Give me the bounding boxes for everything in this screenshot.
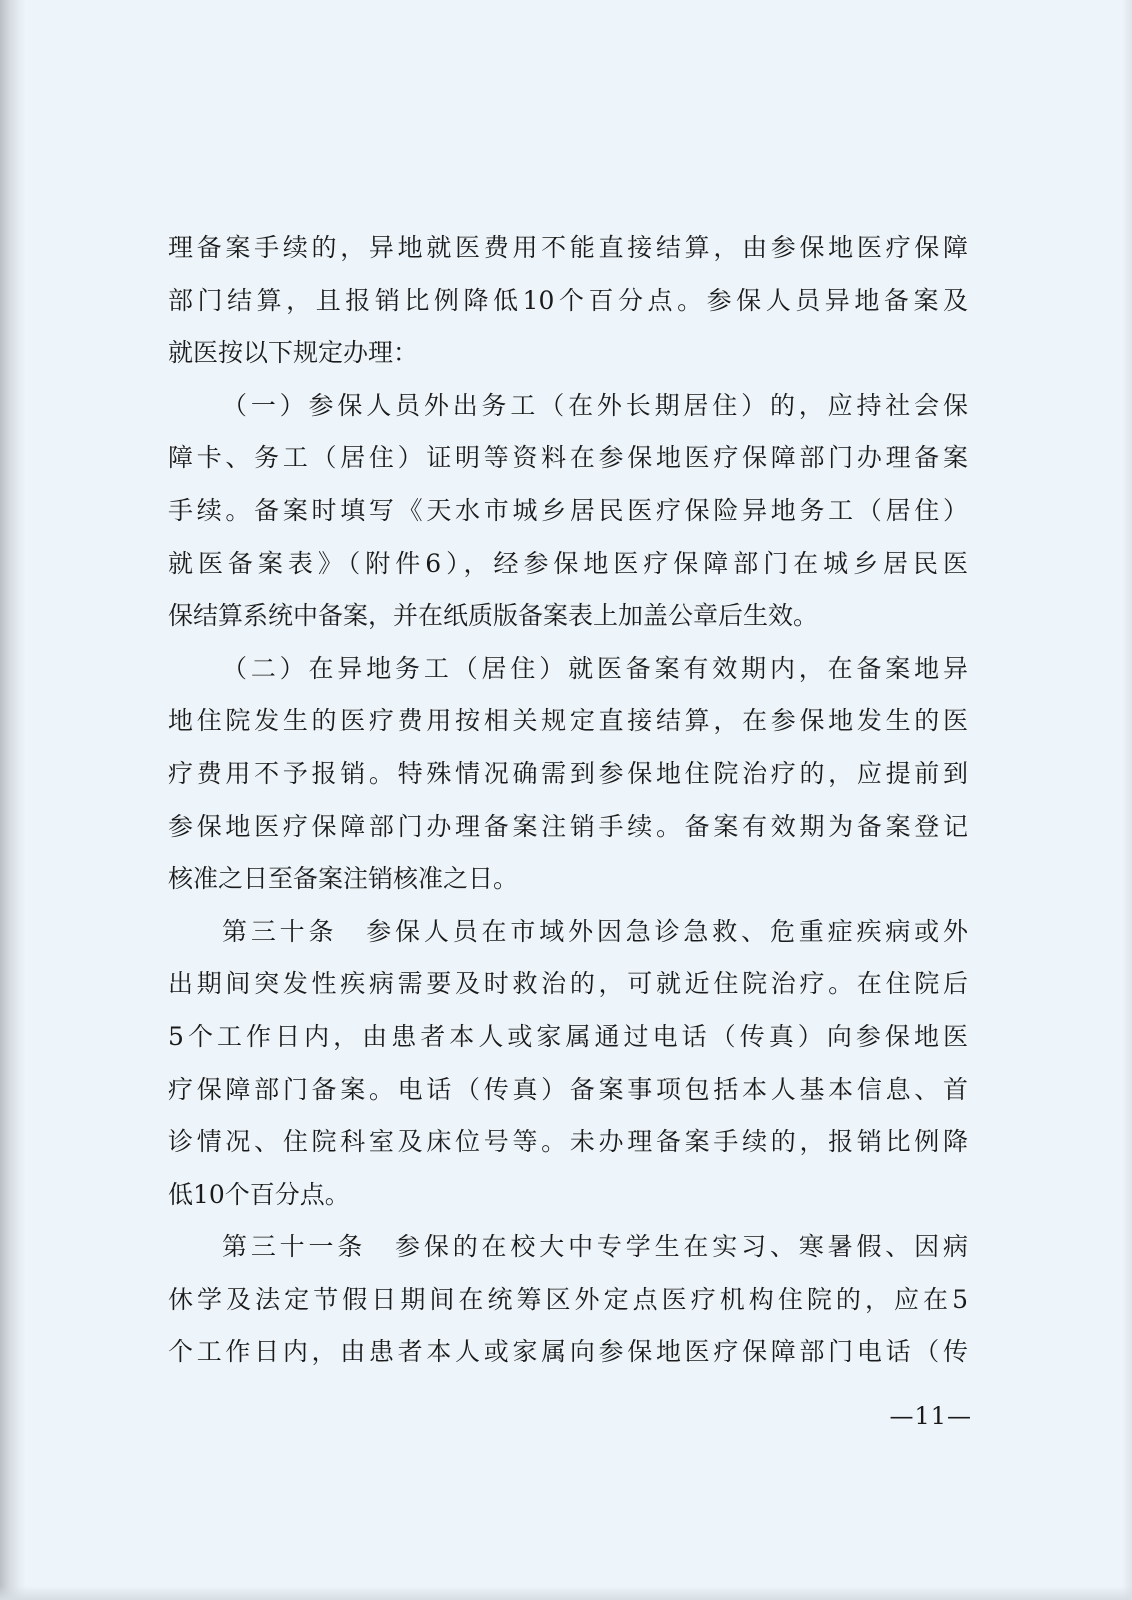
text-line: 障卡、务工（居住）证明等资料在参保地医疗保障部门办理备案: [168, 443, 968, 473]
text-line: 地住院发生的医疗费用按相关规定直接结算，在参保地发生的医: [168, 706, 968, 736]
text-line: 手续。备案时填写《天水市城乡居民医疗保险异地务工（居住）: [168, 495, 968, 525]
text-line: 个工作日内，由患者本人或家属向参保地医疗保障部门电话（传: [168, 1337, 968, 1367]
scan-shadow-bottom: [0, 1586, 1132, 1600]
text-line: 部门结算，且报销比例降低10个百分点。参保人员异地备案及: [168, 285, 968, 315]
text-line: 核准之日至备案注销核准之日。: [168, 864, 519, 894]
text-line: 休学及法定节假日期间在统筹区外定点医疗机构住院的，应在5: [168, 1284, 968, 1314]
paragraph-start-line: （二）在异地务工（居住）就医备案有效期内，在备案地异: [222, 653, 968, 683]
text-line: 诊情况、住院科室及床位号等。未办理备案手续的，报销比例降: [168, 1127, 968, 1157]
scan-shadow-left: [0, 0, 26, 1600]
paragraph-start-line: （一）参保人员外出务工（在外长期居住）的，应持社会保: [222, 390, 968, 420]
text-line: 保结算系统中备案，并在纸质版备案表上加盖公章后生效。: [168, 601, 819, 631]
text-line: 出期间突发性疾病需要及时救治的，可就近住院治疗。在住院后: [168, 969, 968, 999]
document-body: [168, 222, 968, 1379]
text-line: 就医按以下规定办理：: [168, 338, 419, 368]
text-line: 5个工作日内，由患者本人或家属通过电话（传真）向参保地医: [168, 1021, 968, 1051]
article-31-start-line: 第三十一条 参保的在校大中专学生在实习、寒暑假、因病: [222, 1232, 968, 1262]
page-number: —11—: [889, 1402, 972, 1430]
text-line: 低10个百分点。: [168, 1179, 350, 1209]
text-line: 理备案手续的，异地就医费用不能直接结算，由参保地医疗保障: [168, 233, 968, 262]
scan-shadow-right: [1122, 0, 1132, 1600]
article-30-start-line: 第三十条 参保人员在市域外因急诊急救、危重症疾病或外: [222, 916, 968, 946]
text-line: 参保地医疗保障部门办理备案注销手续。备案有效期为备案登记: [168, 811, 968, 841]
text-line: 疗费用不予报销。特殊情况确需到参保地住院治疗的，应提前到: [168, 758, 968, 788]
text-line: 疗保障部门备案。电话（传真）备案事项包括本人基本信息、首: [168, 1074, 968, 1104]
text-line: 就医备案表》（附件6），经参保地医疗保障部门在城乡居民医: [168, 548, 968, 578]
